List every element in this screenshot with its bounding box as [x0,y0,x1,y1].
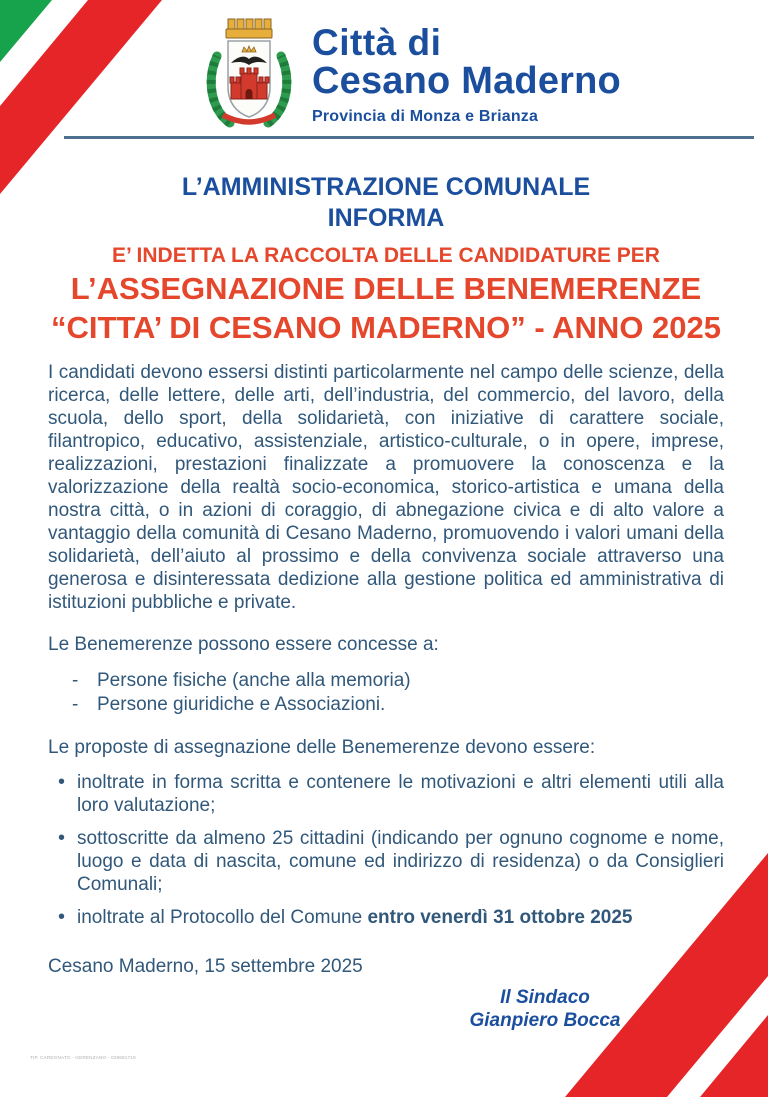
list-item-label [77,906,724,929]
printer-note: TIP. CAREGNATO - GERENZANO - 029681719 [30,1056,136,1061]
coat-of-arms-icon [196,16,302,138]
bullet-icon: • [58,827,66,849]
deadline-text: inoltrate al Protocollo del Comune [77,907,368,928]
signature-block [415,986,675,1032]
award-title-line1: L’ASSEGNAZIONE DELLE BENEMERENZE [70,271,702,306]
list-item [48,669,724,693]
list-item-label: sottoscritte da almeno 25 cittadini (indicando per ognuno cognome e nome, luogo e data di nascita, comune ed indirizzo di residenza) o da Consiglieri Comunali; [77,828,724,895]
signature-name: Gianpiero Bocca [469,1010,621,1031]
announcement-heading-line1: L’AMMINISTRAZIONE COMUNALE [181,173,591,201]
deadline-date: entro venerdì 31 ottobre 2025 [367,907,633,928]
proposte-intro: Le proposte di assegnazione delle Benemerenze devono essere: [48,737,596,758]
proposte-list [48,771,724,929]
city-title-line1: Città di [312,22,442,63]
bullet-icon: • [58,906,66,928]
bullet-icon: • [58,771,66,793]
province-subtitle: Provincia di Monza e Brianza [312,108,539,125]
city-title-line2: Cesano Maderno [312,60,621,102]
list-item [48,906,724,929]
flag-green-stripe [0,0,52,62]
dateline: Cesano Maderno, 15 settembre 2025 [48,956,363,977]
list-item-label: inoltrate in forma scritta e contenere le motivazioni e altri elementi utili alla loro valutazione; [77,772,724,816]
list-item [48,693,724,717]
header-divider [64,136,754,139]
poster-body [48,172,724,978]
masthead [196,16,621,138]
signature-role: Il Sindaco [500,987,590,1008]
award-title-line2: “CITTA’ DI CESANO MADERNO” - ANNO 2025 [50,310,722,345]
call-subheading: E’ INDETTA LA RACCOLTA DELLE CANDIDATURE PER [112,244,660,267]
candidates-paragraph: I candidati devono essersi distinti particolarmente nel campo delle scienze, della ricerca, delle lettere, delle arti, dell’industria, del commercio, del lavoro, della scuola, dello sport, della solidarietà, con iniziative di carattere sociale, filantropico, educativo, assistenziale, artistico-culturale, o in opere, imprese, realizzazioni, prestazioni finalizzate a promuovere la conoscenza e la valorizzazione della realtà socio-economica, storico-artistica e umana della nostra città, o in azioni di coraggio, di abnegazione civica e di alto valore a vantaggio della comunità di Cesano Maderno, promuovendo i valori umani della solidarietà, dell’aiuto al prossimo e della convivenza sociale attraverso una generosa e disinteressata dedizione alla gestione politica ed amministrativa di istituzioni pubbliche e private. [48,362,724,613]
list-item-label: Persone giuridiche e Associazioni. [97,694,386,715]
list-item-label: Persone fisiche (anche alla memoria) [97,670,411,691]
concesse-list [48,669,724,717]
masthead-text [312,16,621,126]
dash-marker: - [72,670,79,691]
concesse-intro: Le Benemerenze possono essere concesse a: [48,634,439,655]
announcement-heading-line2: INFORMA [327,204,445,232]
list-item [48,771,724,817]
dash-marker: - [72,694,79,715]
list-item [48,827,724,896]
